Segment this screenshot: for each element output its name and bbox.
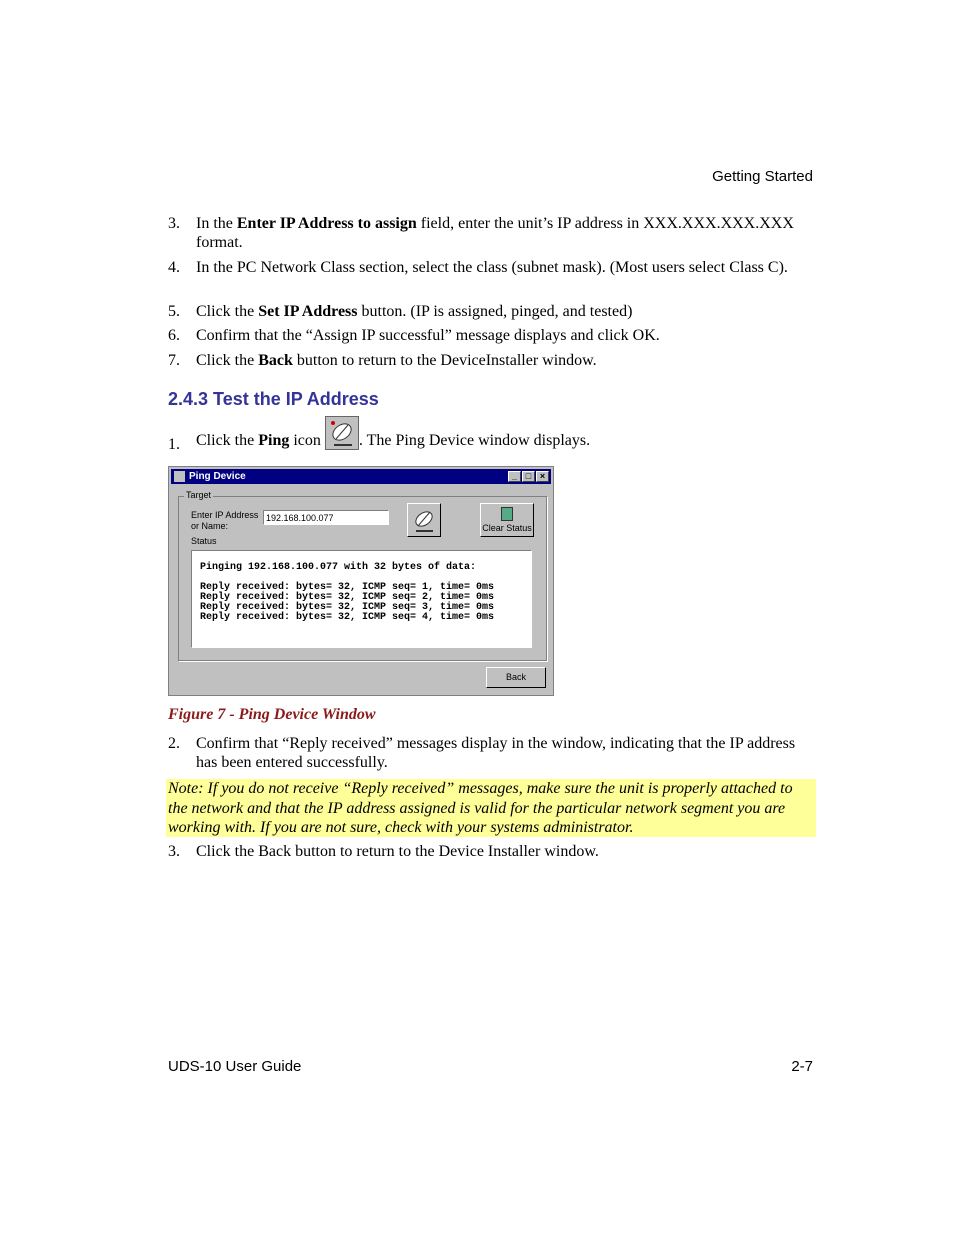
ping-device-window	[168, 466, 554, 696]
status-line: Reply received: bytes= 32, ICMP seq= 3, time= 0ms	[200, 602, 495, 613]
step-text: Confirm that “Reply received” messages display in the window, indicating that the IP address has been entered successfully.	[196, 735, 796, 771]
ip-label: Enter IP Address	[191, 510, 259, 520]
ip-label-2: or Name:	[191, 521, 229, 531]
status-label: Status	[191, 536, 217, 546]
footer-title: UDS-10 User Guide	[168, 1058, 302, 1075]
step-text: Confirm that the “Assign IP successful” message displays and click OK.	[196, 327, 660, 344]
figure-caption: Figure 7 - Ping Device Window	[168, 706, 376, 723]
note-box: Note: If you do not receive “Reply received” messages, make sure the unit is properly attached to the network and that the IP address assigned is valid for the particular network segment you are working with. If you are not sure, check with your systems administrator.	[166, 779, 816, 837]
list-item	[168, 258, 816, 298]
step-text: Click the Ping icon . The Ping Device window displays.	[196, 416, 816, 450]
step-number: 5.	[168, 303, 180, 320]
list-item	[168, 326, 816, 346]
minimize-button[interactable]: _	[508, 471, 521, 482]
step-text: Click the Set IP Address button. (IP is assigned, pinged, and tested)	[196, 303, 633, 320]
section-heading: 2.4.3 Test the IP Address	[168, 389, 379, 409]
list-item	[168, 302, 816, 322]
step-number: 3.	[168, 843, 180, 860]
clear-status-button[interactable]	[480, 503, 534, 537]
status-line: Reply received: bytes= 32, ICMP seq= 1, time= 0ms	[200, 582, 495, 593]
status-line: Reply received: bytes= 32, ICMP seq= 4, time= 0ms	[200, 612, 495, 623]
step-number: 3.	[168, 215, 180, 232]
window-title: Ping Device	[189, 471, 246, 482]
ping-icon	[408, 504, 440, 536]
list-item	[168, 734, 816, 774]
ip-address-input[interactable]: 192.168.100.077	[263, 510, 389, 525]
step-number: 6.	[168, 327, 180, 344]
list-item	[168, 351, 816, 371]
ping-button[interactable]	[407, 503, 441, 537]
status-line: Reply received: bytes= 32, ICMP seq= 2, time= 0ms	[200, 592, 495, 603]
step-text: In the PC Network Class section, select the class (subnet mask). (Most users select Class C).	[196, 259, 788, 276]
list-item	[168, 416, 816, 456]
page-number: 2-7	[791, 1058, 813, 1075]
step-number: 7.	[168, 352, 180, 369]
status-line: Pinging 192.168.100.077 with 32 bytes of data:	[200, 562, 477, 573]
step-number: 1.	[168, 436, 180, 453]
status-output	[191, 550, 532, 648]
close-button[interactable]: ×	[536, 471, 549, 482]
recycle-icon	[501, 507, 513, 521]
back-button[interactable]: Back	[486, 667, 546, 688]
list-item	[168, 842, 816, 862]
running-header: Getting Started	[712, 168, 813, 185]
step-number: 4.	[168, 259, 180, 276]
app-icon	[174, 471, 185, 482]
maximize-button[interactable]: □	[522, 471, 535, 482]
title-bar	[171, 469, 551, 484]
list-item	[168, 214, 816, 254]
step-text: Click the Back button to return to the Device Installer window.	[196, 843, 599, 860]
step-text: Click the Back button to return to the DeviceInstaller window.	[196, 352, 597, 369]
step-text: In the Enter IP Address to assign field, enter the unit’s IP address in XXX.XXX.XXX.XXX format.	[196, 215, 794, 251]
step-number: 2.	[168, 735, 180, 752]
clear-status-label: Clear Status	[482, 523, 532, 533]
group-label: Target	[186, 490, 212, 500]
ping-icon[interactable]	[325, 416, 359, 450]
